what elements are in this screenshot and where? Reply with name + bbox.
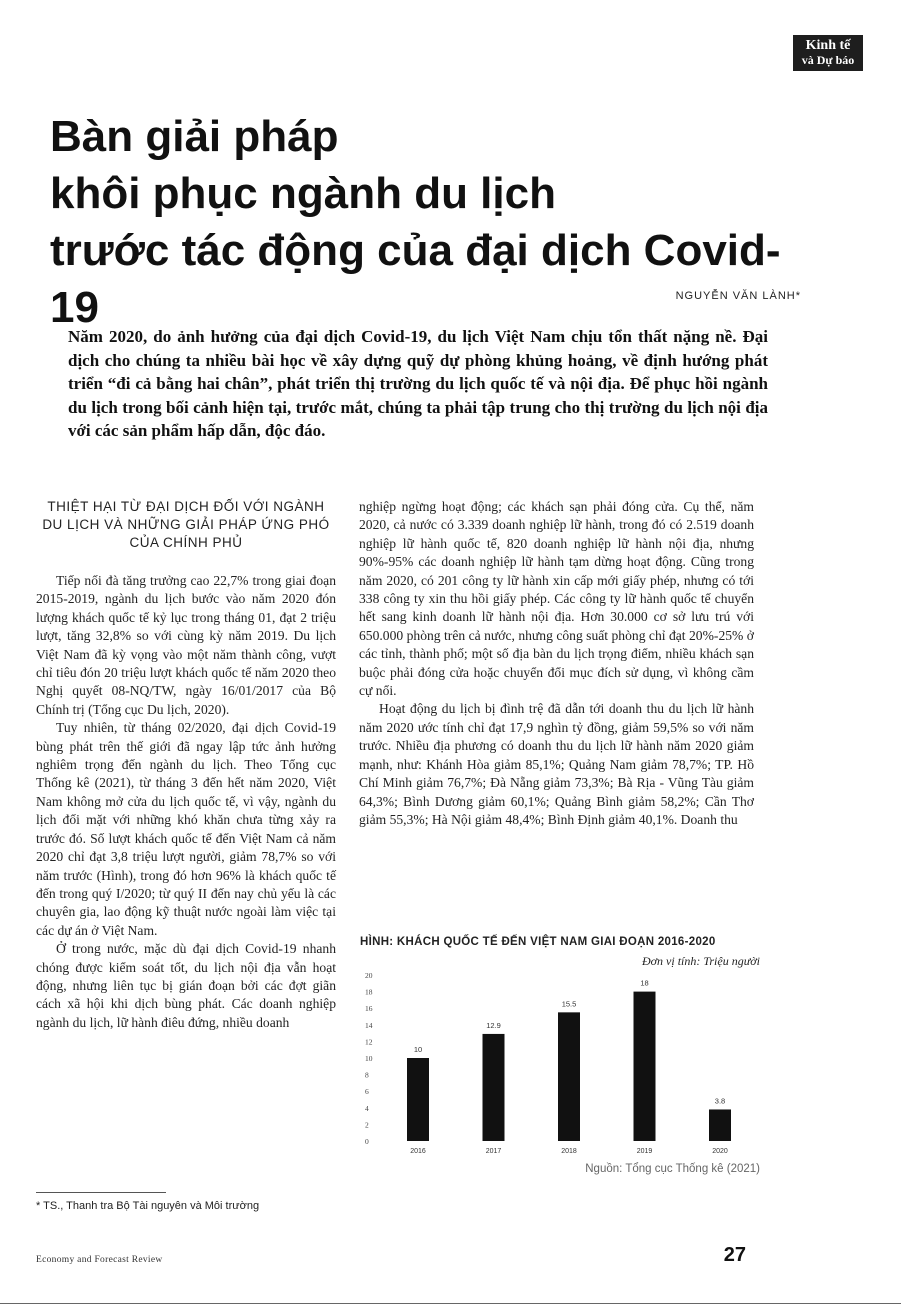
data-label: 12.9 <box>486 1020 501 1030</box>
section-heading: THIỆT HẠI TỪ ĐẠI DỊCH ĐỐI VỚI NGÀNH DU LỊCH VÀ NHỮNG GIẢI PHÁP ỨNG PHÓ CỦA CHÍNH PHỦ <box>42 499 330 550</box>
bar-2017 <box>483 1034 505 1141</box>
title-line-3: trước tác động của đại dịch Covid-19 <box>50 226 781 332</box>
footnote-divider <box>36 1192 166 1193</box>
paragraph: Tiếp nối đà tăng trưởng cao 22,7% trong giai đoạn 2015-2019, ngành du lịch bước vào năm 2020 đón lượng khách quốc tế kỷ lục trong tháng 01, đạt 2 triệu lượt, tăng 32,8% so với cùng kỳ năm 2019. Du lịch Việt Nam đã kỳ vọng vào một năm thành công, vượt chỉ tiêu đón 20 triệu lượt khách quốc tế năm 2020 theo Nghị quyết 08-NQ/TW, ngày 16/01/2017 của Bộ Chính trị (Tổng cục Du lịch, 2020). <box>36 573 336 717</box>
y-tick-label: 0 <box>365 1137 369 1146</box>
y-tick-label: 2 <box>365 1120 369 1130</box>
author-name: NGUYỄN VĂN LÀNH* <box>675 290 801 302</box>
y-tick-label: 8 <box>365 1070 369 1080</box>
chart-title: HÌNH: KHÁCH QUỐC TẾ ĐẾN VIỆT NAM GIAI ĐOẠN 2016-2020 <box>360 936 716 948</box>
journal-badge <box>793 35 863 71</box>
y-tick-label: 10 <box>365 1054 373 1063</box>
x-tick-label: 2020 <box>712 1148 728 1155</box>
badge-line-2: và Dự báo <box>801 53 855 67</box>
x-tick-label: 2016 <box>410 1148 426 1155</box>
chart-unit: Đơn vị tính: Triệu người <box>641 954 760 968</box>
bar-2018 <box>558 1012 580 1141</box>
journal-name: Economy and Forecast Review <box>36 1255 163 1265</box>
right-column <box>359 498 754 829</box>
data-label: 10 <box>413 1045 423 1054</box>
y-tick-label: 20 <box>365 971 373 980</box>
badge-line-1: Kinh tế <box>805 38 851 53</box>
data-label: 3.8 <box>714 1096 726 1106</box>
y-tick-label: 16 <box>365 1004 373 1014</box>
title-line-1: Bàn giải pháp <box>50 112 339 161</box>
page-number: 27 <box>723 1244 746 1266</box>
y-tick-label: 6 <box>365 1087 369 1097</box>
footnote: * TS., Thanh tra Bộ Tài nguyên và Môi trường <box>36 1200 260 1212</box>
bar-2016 <box>407 1058 429 1141</box>
paragraph: Tuy nhiên, từ tháng 02/2020, đại dịch Covid-19 bùng phát trên thế giới đã ngay lập tức ảnh hưởng nghiêm trọng đến ngành du lịch. Theo Tổng cục Thống kê (2021), từ tháng 3 đến hết năm 2020, Việt Nam không mở cửa du lịch quốc tế, vì vậy, ngành du lịch đối mặt với những khó khăn chưa từng xảy ra trước đó. Số lượt khách quốc tế đến Việt Nam cả năm 2020 chỉ đạt 3,8 triệu lượt người, giảm 78,7% so với năm trước (Hình), trong đó hơn 96% là khách quốc tế đến trong quý I/2020; từ quý II đến nay chủ yếu là các chuyên gia, lao động kỹ thuật nước ngoài làm việc tại các dự án ở Việt Nam. <box>36 720 336 938</box>
chart-source: Nguồn: Tổng cục Thống kê (2021) <box>585 1163 760 1175</box>
x-tick-label: 2019 <box>636 1148 653 1155</box>
y-tick-label: 4 <box>365 1103 369 1113</box>
x-tick-label: 2017 <box>485 1148 502 1155</box>
data-label: 18 <box>640 978 649 988</box>
left-column <box>36 498 336 1032</box>
title-line-2: khôi phục ngành du lịch <box>50 169 556 218</box>
y-tick-label: 12 <box>365 1037 373 1047</box>
paragraph: Hoạt động du lịch bị đình trệ đã dẫn tới doanh thu du lịch lữ hành năm 2020 ước tính chỉ đạt 17,9 nghìn tỷ đồng, giảm 59,5% so với năm trước. Nhiều địa phương có doanh thu du lịch lữ hành năm 2020 giảm mạnh, như: Khánh Hòa giảm 85,1%; Quảng Nam giảm 78,7%; TP. Hồ Chí Minh giảm 76,7%; Đà Nẵng giảm 73,3%; Bà Rịa - Vũng Tàu giảm 64,3%; Bình Dương giảm 60,1%; Quảng Bình giảm 58,2%; Cần Thơ giảm 55,3%; Hà Nội giảm 48,4%; Bình Định giảm 40,1%. Doanh thu <box>359 701 754 827</box>
bar-2020 <box>709 1109 731 1141</box>
bar-2019 <box>634 992 656 1141</box>
paragraph: nghiệp ngừng hoạt động; các khách sạn phải đóng cửa. Cụ thể, năm 2020, cả nước có 3.339 doanh nghiệp lữ hành, trong đó có 2.519 doanh nghiệp lữ hành quốc tế, 820 doanh nghiệp lữ hành nội địa, nhưng 90%-95% các doanh nghiệp lữ hành tạm dừng hoạt động. Cũng trong năm 2020, có 201 công ty lữ hành xin cấp mới giấy phép, nhưng có tới 338 công ty xin thu hồi giấy phép. Các công ty lữ hành quốc tế chuyển hết sang kinh doanh lữ hành nội địa. Hơn 30.000 cơ sở lưu trú với 650.000 phòng trên cả nước, nhưng công suất phòng chỉ đạt 20%-25% ở các tỉnh, thành phố; một số địa bàn du lịch trọng điểm, nhiều khách sạn buộc phải đóng cửa hoặc chuyển đổi mục đích sử dụng, vì không cầm cự nổi. <box>359 499 754 699</box>
data-label: 15.5 <box>561 999 577 1009</box>
x-tick-label: 2018 <box>561 1148 577 1155</box>
y-tick-label: 14 <box>365 1020 373 1030</box>
article-abstract: Năm 2020, do ảnh hưởng của đại dịch Covid-19, du lịch Việt Nam chịu tổn thất nặng nề. Đại dịch cho chúng ta nhiều bài học về xây dựng quỹ dự phòng khủng hoảng, về định hướng phát triển “đi cả bằng hai chân”, phát triển thị trường du lịch quốc tế và nội địa. Để phục hồi ngành du lịch trong bối cảnh hiện tại, trước mắt, chúng ta phải tập trung cho thị trường du lịch nội địa với các sản phẩm hấp dẫn, độc đáo. <box>68 327 768 440</box>
paragraph: Ở trong nước, mặc dù đại dịch Covid-19 nhanh chóng được kiểm soát tốt, du lịch nội địa vẫn hoạt động, nhưng liên tục bị gián đoạn bởi các đợt giãn cách xã hội khi dịch bùng phát. Các doanh nghiệp ngành du lịch, lữ hành điêu đứng, nhiều doanh <box>36 941 336 1030</box>
page-edge-line <box>0 1303 901 1304</box>
bar-chart <box>355 965 765 1160</box>
y-tick-label: 18 <box>365 987 373 997</box>
